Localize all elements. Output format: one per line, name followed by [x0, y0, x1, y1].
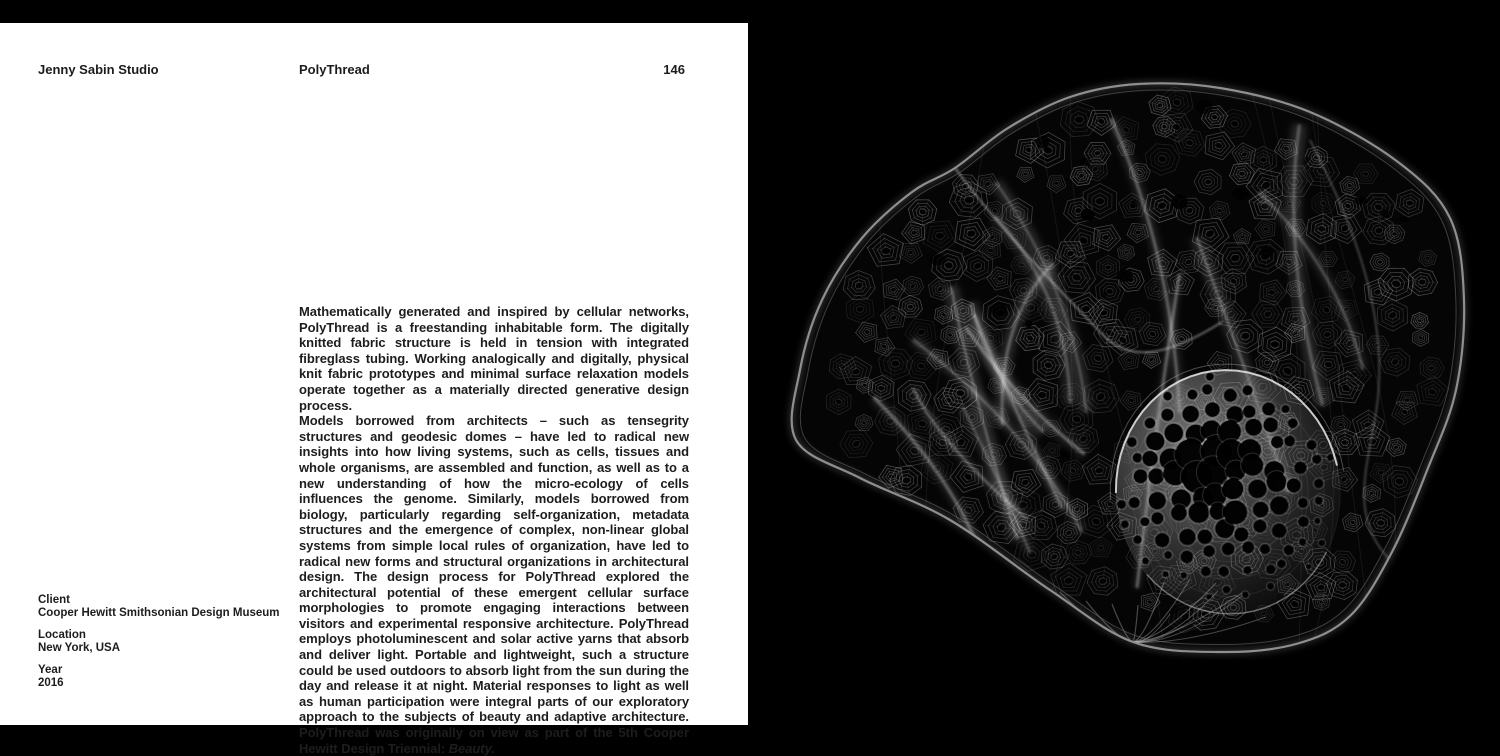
mesh-body	[792, 83, 1465, 652]
studio-name: Jenny Sabin Studio	[38, 62, 159, 77]
description-paragraph-2: Models borrowed from architects – such as tensegrity structures and geodesic domes – have led to radical new insights into how living systems, such as cells, tissues and whole organisms, are assembled and function, as well as to a new understanding of how the micro-ecology of cells influences the genome. Similarly, models borrowed from biology, particularly regarding self-organization, metadata structures and the emergence of complex, non-linear global systems from simple local rules of organization, have led to radical new forms and structural organizations in architectural design. The design process for PolyThread explored the architectural potential of these emergent cellular surface morphologies to promote engaging interactions between visitors and experimental responsive architecture. PolyThread employs photoluminescent and solar active yarns that absorb and deliver light. Portable and lightweight, such a structure could be used outdoors to absorb light from the sun during the day and release it at night. Material responses to light as well as human participation were integral parts of our exploratory approach to the subjects of beauty and adaptive architecture. PolyThread was originally on view as part of the 5th Cooper Hewitt Design Triennial: Beauty.	[299, 413, 689, 756]
meta-location-value: New York, USA	[38, 642, 288, 655]
project-meta	[38, 594, 288, 699]
right-page	[748, 0, 1500, 750]
meta-year-value: 2016	[38, 677, 288, 690]
meta-client	[38, 594, 288, 620]
left-page	[0, 23, 748, 725]
project-description	[299, 304, 689, 756]
meta-client-value: Cooper Hewitt Smithsonian Design Museum	[38, 607, 288, 620]
meta-location-label: Location	[38, 629, 288, 642]
project-title: PolyThread	[299, 62, 370, 77]
polythread-wireframe-render	[750, 0, 1500, 750]
meta-client-label: Client	[38, 594, 288, 607]
meta-year	[38, 664, 288, 690]
meta-location	[38, 629, 288, 655]
description-paragraph-1: Mathematically generated and inspired by cellular networks, PolyThread is a freestanding inhabitable form. The digitally knitted fabric structure is held in tension with integrated fibreglass tubing. Working analogically and digitally, physical knit fabric prototypes and minimal surface relaxation models operate together as a materially directed generative design process.	[299, 304, 689, 413]
meta-year-label: Year	[38, 664, 288, 677]
page-number: 146	[663, 62, 685, 77]
triennial-title-italic: Beauty.	[449, 741, 495, 756]
